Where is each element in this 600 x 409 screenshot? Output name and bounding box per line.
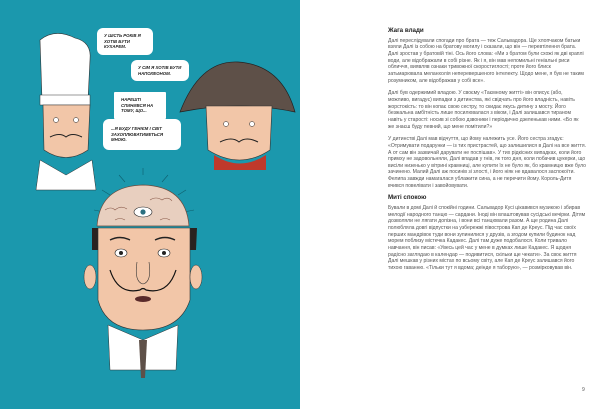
speech-bubble-genius: ...Я БУДУ ГЕНІЄМ І СВІТ ЗАХОПЛЮВАТИМЕТЬСЯ МНОЮ. (103, 119, 181, 150)
paragraph: У дитинстві Далі мав відчуття, що йому належить усе. Його сестра згадує: «Отримувати подарунки — із тих пристрастей, що залишилися в Далі на все життя. А от сам він зазвичай дарувати не поспішав». У тих рідкісних випадках, коли його примху не задовольняли, Далі впадав у гнів, як того дня, коли побачив цукерки, що висіли низенько у вітрині крамниці, але купити їх не було як, бо крамницю вже було зачинено. Малий Далі аж посинів зі злості, і його ніяк не вдавалося заспокоїти. Фелипа завжди намагалася ублажити сина, а не перечити йому. Король-Дитя вчився повелівати і завойовувати. (388, 136, 586, 189)
chef-dali-figure (36, 33, 96, 190)
speech-bubble-napoleon: У СІМ Я ХОТІВ БУТИ НАПОЛЕОНОМ. (131, 60, 189, 81)
napoleon-dali-figure (180, 62, 295, 170)
paragraph: Далі переслідували спогади про брата — теж Сальвадора. Ще хлопчаком батьки взяли Далі із собою на братову могилу і сказали, що він — перевтілення брата. Далі зростав у братовій тіні. Ось його слова: «Ми з братом були схожі як дві краплі води, але відображали в собі різне. Як і я, він мав непомильні геніальні риси обличчя, виявляв ознаки тривожної скоростиглості; проте його блиск затьмарювала меланхолія неперевершеного інтелекту. Щодо мене, я був не таким розумником, але відображав у собі все». (388, 37, 584, 84)
speech-bubble-chef: У ШІСТЬ РОКІВ Я ХОТІВ БУТИ КУХАРЕМ. (97, 28, 153, 55)
caption-box: НАРЕШТІ СПИНИВСЯ НА ТОМУ, ЩО... (114, 92, 166, 119)
page-number: 9 (582, 387, 585, 393)
section-heading-power: Жага влади (388, 27, 424, 34)
section-heading-calm: Миті спокою (388, 194, 427, 202)
text-page (300, 0, 600, 409)
genius-dali-figure (84, 185, 202, 378)
text-column (388, 28, 586, 278)
paragraph: Бували в домі Далі й спокійні години. Сальвадор Кусі цікавився музикою і збирав мелодії народного танцю — сардани. Іноді він влаштовував сусідські вечірки. Дітям дозволяли не лягати допізна, і вони всі танцювали разом. А ще родина Далі полюбляла довгі відпустки на узбережжі півострова Кап де Креус. Під час своїх перших мандрівок туди вони зупинилися у друзів, а згодом купили будинок над морем поблизу містечка Кадакес. Далі там дуже подобалося. Коли тривало навчання, він писав: «Увесь цей час у мене в думках лише Кадакес. Я щодня радісно заглядаю в календар — подивитися, скільки ще чекати». За своє життя Далі мешкав у різних містах по всьому світу, але Кап де Креус залишався його тихою гаванню. «Тільки тут я вдома; деінде я таборую», — розмірковував він. (388, 205, 586, 271)
paragraph: Далі був одержимий владою. У своєму «Таємному житті» він описує (або, можливо, вигадує) випадки з дитинства, які свідчать про його владність, навіть жорстокість: то він копає свою сестру, то скидає якусь дитину з мосту. Його безжальна амбітність лише посилювалася з віком, і Далі залишався тираном навіть у старості: носив зі собою дзвоники і періодично дзеленькав ними. «Бо як же знаєш буду певний, що мене помітили?» (388, 90, 579, 130)
